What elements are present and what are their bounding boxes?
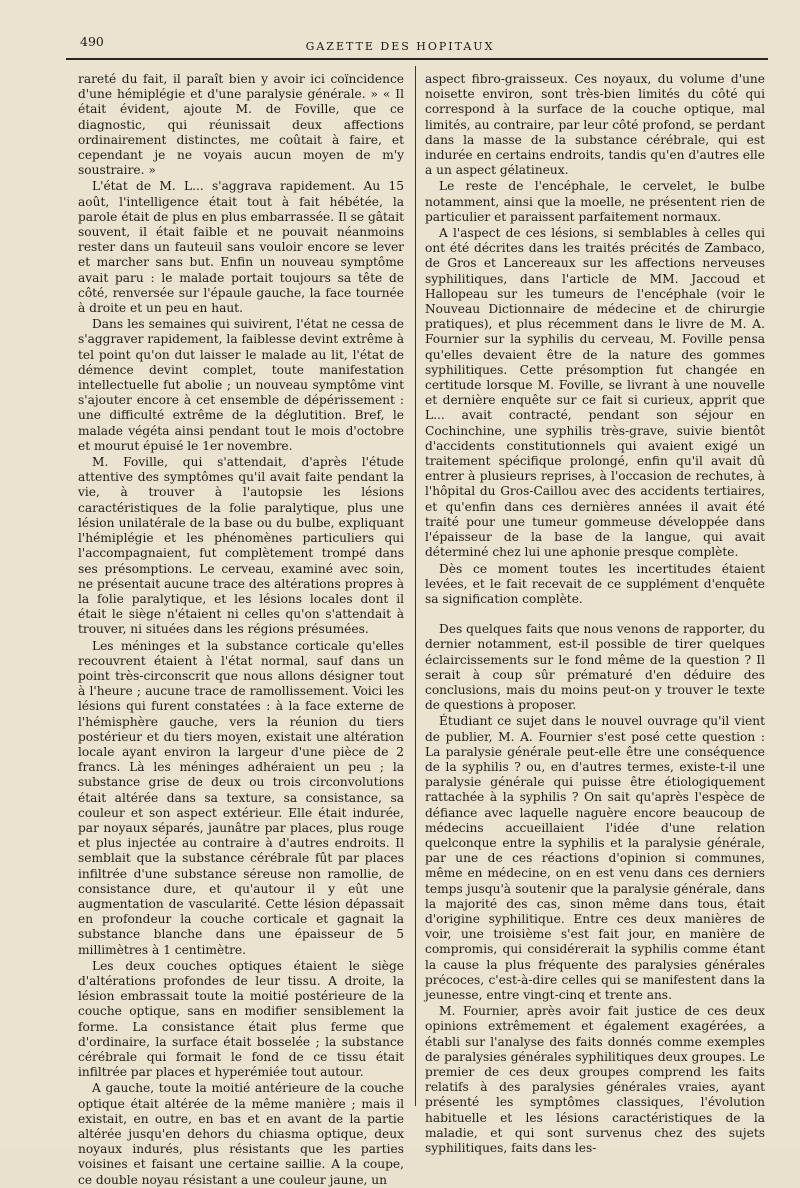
- right-column: [425, 72, 765, 1156]
- column-divider: [415, 66, 416, 1106]
- paragraph: M. Foville, qui s'attendait, d'après l'étude attentive des symptômes qu'il avait faite pendant la vie, à trouver à l'autopsie les lésions caractéristiques de la folie paralytique, plus une lésion unilatérale de la base ou du bulbe, expliquant l'hémiplégie et les phénomènes particuliers qui l'accompagnaient, fut complètement trompé dans ses présomptions. Le cerveau, examiné avec soin, ne présentait aucune trace des altérations propres à la folie paralytique, et les lésions locales dont il était le siège n'étaient ni celles qu'on s'attendait à trouver, ni situées dans les régions présumées.: [78, 455, 404, 637]
- paragraph: Étudiant ce sujet dans le nouvel ouvrage qu'il vient de publier, M. A. Fournier s'est posé cette question : La paralysie générale peut-elle être une conséquence de la syphilis ? ou, en d'autres termes, existe-t-il une paralysie générale qui puisse être étiologiquement rattachée à la syphilis ? On sait qu'après l'espèce de défiance avec laquelle naguère encore beaucoup de médecins accueillaient l'idée d'une relation quelconque entre la syphilis et la paralysie générale, par une de ces réactions d'opinion si communes, même en médecine, on en est venu dans ces derniers temps jusqu'à soutenir que la paralysie générale, dans la majorité des cas, sinon même dans tous, était d'origine syphilitique. Entre ces deux manières de voir, une troisième s'est fait jour, en manière de compromis, qui considérerait la syphilis comme étant la cause la plus fréquente des paralysies générales précoces, c'est-à-dire celles qui se manifestent dans la jeunesse, entre vingt-cinq et trente ans.: [425, 714, 765, 1002]
- page-header: [0, 32, 800, 58]
- paragraph: rareté du fait, il paraît bien y avoir ici coïncidence d'une hémiplégie et d'une paralysie générale. » « Il était évident, ajoute M. de Foville, que ce diagnostic, qui réunissait deux affections ordinairement distinctes, me coûtait à faire, et cependant je ne voyais aucun moyen de m'y soustraire. »: [78, 72, 404, 178]
- header-rule: [66, 58, 768, 60]
- left-column: [78, 72, 404, 1188]
- page-number: 490: [80, 34, 104, 49]
- paragraph: Des quelques faits que nous venons de rapporter, du dernier notamment, est-il possible de tirer quelques éclaircissements sur le fond même de la question ? Il serait à coup sûr prématuré d'en déduire des conclusions, mais du moins peut-on y trouver le texte de questions à proposer.: [425, 622, 765, 713]
- journal-title: GAZETTE DES HOPITAUX: [305, 40, 495, 53]
- paragraph: A gauche, toute la moitié antérieure de la couche optique était altérée de la même manière ; mais il existait, en outre, en bas et en avant de la partie altérée jusqu'en dehors du chiasma optique, deux noyaux indurés, plus résistants que les parties voisines et faisant une certaine saillie. A la coupe, ce double noyau résistant a une couleur jaune, un: [78, 1081, 404, 1187]
- paragraph: Dès ce moment toutes les incertitudes étaient levées, et le fait recevait de ce supplément d'enquête sa signification complète.: [425, 561, 765, 606]
- paragraph: Le reste de l'encéphale, le cervelet, le bulbe notamment, ainsi que la moelle, ne présentent rien de particulier et paraissent parfaitement normaux.: [425, 179, 765, 224]
- paragraph: A l'aspect de ces lésions, si semblables à celles qui ont été décrites dans les traités précités de Zambaco, de Gros et Lancereaux sur les affections nerveuses syphilitiques, dans l'article de MM. Jaccoud et Hallopeau sur les tumeurs de l'encéphale (voir le Nouveau Dictionnaire de médecine et de chirurgie pratiques), et plus récemment dans le livre de M. A. Fournier sur la syphilis du cerveau, M. Foville pensa qu'elles devaient être de la nature des gommes syphilitiques. Cette présomption fut changée en certitude lorsque M. Foville, se livrant à une nouvelle et dernière enquête sur ce fait si curieux, apprit que L... avait contracté, pendant son séjour en Cochinchine, une syphilis très-grave, suivie bientôt d'accidents constitutionnels qui avaient exigé un traitement spécifique prolongé, enfin qu'il avait dû entrer à plusieurs reprises, à l'occasion de rechutes, à l'hôpital du Gros-Caillou avec des accidents tertiaires, et qu'enfin dans ces dernières années il avait été traité pour une tumeur gommeuse développée dans l'épaisseur de la base de la langue, qui avait déterminé chez lui une aphonie presque complète.: [425, 226, 765, 560]
- paragraph: Dans les semaines qui suivirent, l'état ne cessa de s'aggraver rapidement, la faiblesse devint extrême à tel point qu'on dut laisser le malade au lit, l'état de démence devint complet, toute manifestation intellectuelle fut abolie ; un nouveau symptôme vint s'ajouter encore à cet ensemble de dépérissement : une difficulté extrême de la déglutition. Bref, le malade végéta ainsi pendant tout le mois d'octobre et mourut épuisé le 1er novembre.: [78, 317, 405, 453]
- paragraph: aspect fibro-graisseux. Ces noyaux, du volume d'une noisette environ, sont très-bien limités du côté qui correspond à la surface de la couche optique, mal limités, au contraire, par leur côté profond, se perdant dans la masse de la substance cérébrale, qui est indurée en certains endroits, tandis qu'en d'autres elle a un aspect gélatineux.: [425, 72, 765, 178]
- paragraph: L'état de M. L... s'aggrava rapidement. Au 15 août, l'intelligence était tout à fait hébétée, la parole était de plus en plus embarrassée. Il se gâtait souvent, il était faible et ne pouvait néanmoins rester dans un fauteuil sans vouloir encore se lever et marcher sans but. Enfin un nouveau symptôme avait paru : le malade portait toujours sa tête de côté, renversée sur l'épaule gauche, la face tournée à droite et un peu en haut.: [78, 179, 404, 316]
- paragraph: M. Fournier, après avoir fait justice de ces deux opinions extrêmement et également exagérées, a établi sur l'analyse des faits donnés comme exemples de paralysies générales syphilitiques deux groupes. Le premier de ces deux groupes comprend les faits relatifs à des paralysies générales vraies, ayant présenté les symptômes classiques, l'évolution habituelle et les lésions caractéristiques de la maladie, et qui sont survenus chez des sujets syphilitiques, faits dans les-: [425, 1004, 765, 1156]
- paragraph: Les deux couches optiques étaient le siège d'altérations profondes de leur tissu. A droite, la lésion embrassait toute la moitié postérieure de la couche optique, sans en modifier sensiblement la forme. La consistance était plus ferme que d'ordinaire, la surface était bosselée ; la substance cérébrale qui formait le fond de ce tissu était infiltrée par places et hyperémiée tout autour.: [78, 958, 404, 1080]
- paragraph: Les méninges et la substance corticale qu'elles recouvrent étaient à l'état normal, sauf dans un point très-circonscrit que nous allons désigner tout à l'heure ; aucune trace de ramollissement. Voici les lésions qui furent constatées : à la face externe de l'hémisphère gauche, vers la réunion du tiers postérieur et du tiers moyen, existait une altération locale ayant environ la largeur d'une pièce de 2 francs. Là les méninges adhéraient un peu ; la substance grise de deux ou trois circonvolutions était altérée dans sa texture, sa consistance, sa couleur et son aspect extérieur. Elle était indurée, par noyaux séparés, jaunâtre par places, plus rouge et plus injectée au contraire à d'autres endroits. Il semblait que la substance cérébrale fût par places infiltrée d'une substance séreuse non ramollie, de consistance dure, et qu'autour il y eût une augmentation de vascularité. Cette lésion dépassait en profondeur la couche corticale et gagnait la substance blanche dans une épaisseur de 5 millimètres à 1 centimètre.: [78, 638, 404, 957]
